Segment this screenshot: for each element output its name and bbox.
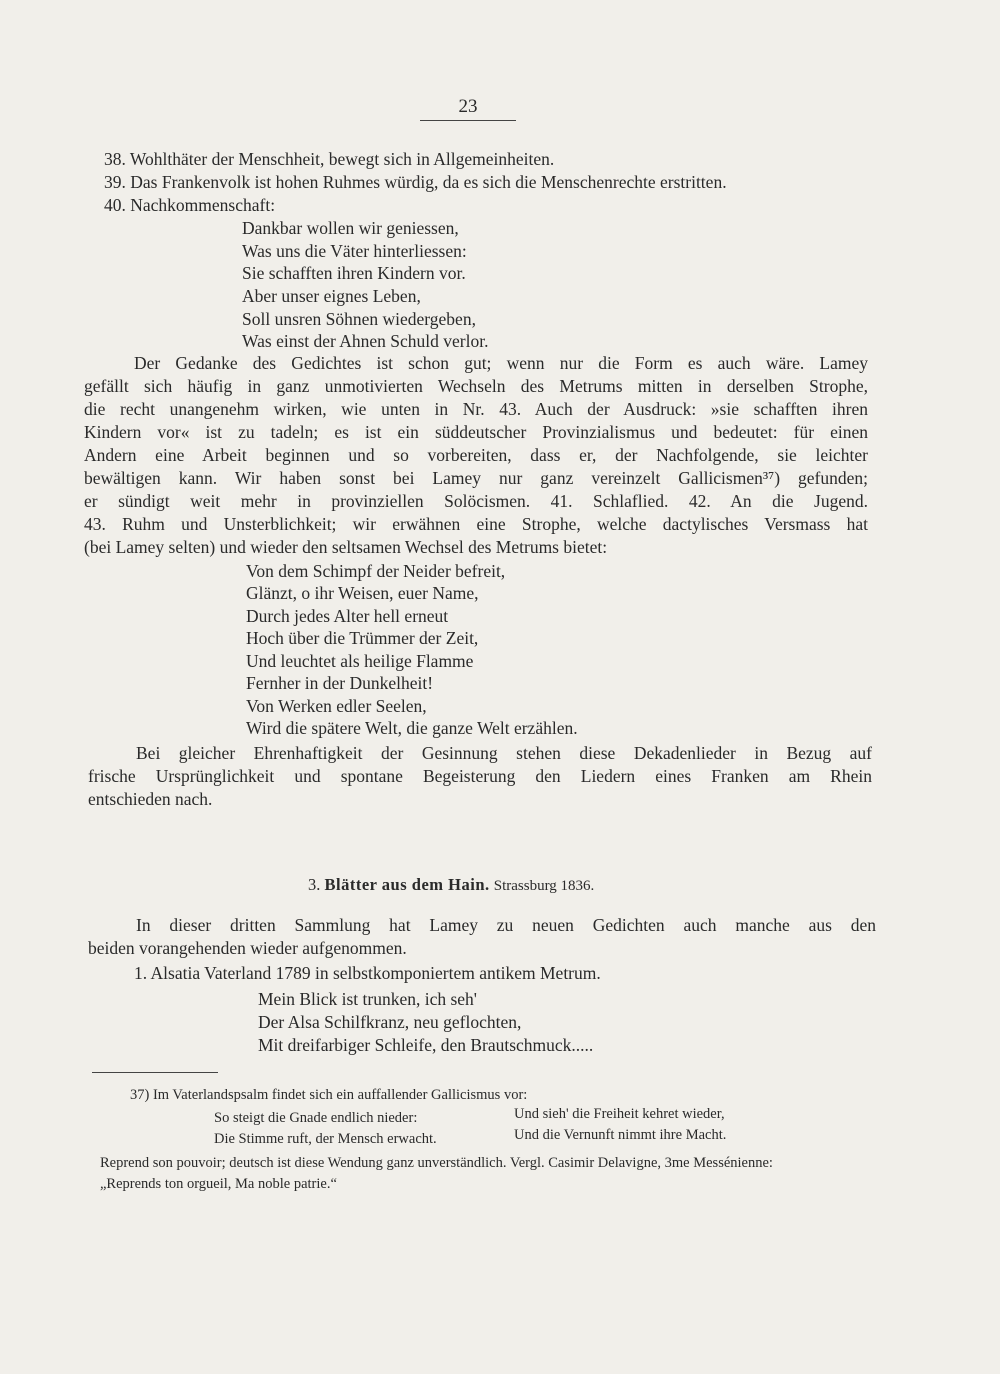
verse-line: Der Alsa Schilfkranz, neu geflochten, [258, 1012, 522, 1032]
section-number: 3. [308, 875, 321, 894]
verse-line: Was uns die Väter hinterliessen: [242, 241, 467, 261]
verse-line: Und leuchtet als heilige Flamme [246, 651, 474, 671]
verse-line: Aber unser eignes Leben, [242, 286, 421, 306]
paragraph-line: frische Ursprünglichkeit und spontane Begeisterung den Liedern eines Franken am Rhein [88, 766, 872, 786]
verse-line: Von dem Schimpf der Neider befreit, [246, 561, 506, 581]
list-item: 40. Nachkommenschaft: [104, 195, 276, 215]
footnote-intro: 37) Im Vaterlandspsalm findet sich ein auffallender Gallicismus vor: [130, 1087, 528, 1103]
verse-line: Hoch über die Trümmer der Zeit, [246, 628, 479, 648]
verse-line: Fernher in der Dunkelheit! [246, 673, 434, 693]
page-number: 23 [420, 96, 516, 121]
paragraph-line: Der Gedanke des Gedichtes ist schon gut; wenn nur die Form es auch wäre. Lamey [134, 353, 868, 373]
paragraph-line: bewältigen kann. Wir haben sonst bei Lamey nur ganz vereinzelt Gallicismen³⁷) gefunden; [84, 468, 868, 488]
footnote-verse: Und sieh' die Freiheit kehret wieder, [514, 1106, 725, 1122]
verse-line: Dankbar wollen wir geniessen, [242, 218, 459, 238]
paragraph-line: Bei gleicher Ehrenhaftigkeit der Gesinnung stehen diese Dekadenlieder in Bezug auf [136, 743, 872, 763]
section-title: Blätter aus dem Hain. [324, 875, 490, 894]
paragraph-line: beiden vorangehenden wieder aufgenommen. [88, 938, 407, 958]
verse-line: Durch jedes Alter hell erneut [246, 606, 449, 626]
paragraph-line: In dieser dritten Sammlung hat Lamey zu neuen Gedichten auch manche aus den [136, 915, 876, 935]
verse-line: Wird die spätere Welt, die ganze Welt erzählen. [246, 718, 578, 738]
list-item: 39. Das Frankenvolk ist hohen Ruhmes würdig, da es sich die Menschenrechte erstritten. [104, 172, 727, 192]
verse-line: Mein Blick ist trunken, ich seh' [258, 989, 477, 1009]
paragraph-line: 43. Ruhm und Unsterblichkeit; wir erwähnen eine Strophe, welche dactylisches Versmass hat [84, 514, 868, 534]
verse-line: Was einst der Ahnen Schuld verlor. [242, 331, 489, 351]
verse-line: Soll unsren Söhnen wiedergeben, [242, 309, 476, 329]
paragraph-line: (bei Lamey selten) und wieder den seltsamen Wechsel des Metrums bietet: [84, 537, 608, 557]
paragraph-line: die recht unangenehm wirken, wie unten in Nr. 43. Auch der Ausdruck: »sie schafften ihren [84, 399, 868, 419]
paragraph-line: gefällt sich häufig in ganz unmotivierten Wechseln des Metrums mitten in derselben Strophe, [84, 376, 868, 396]
section-heading [308, 874, 594, 897]
list-item: 1. Alsatia Vaterland 1789 in selbstkomponiertem antikem Metrum. [134, 963, 601, 983]
verse-line: Von Werken edler Seelen, [246, 696, 427, 716]
list-item: 38. Wohlthäter der Menschheit, bewegt sich in Allgemeinheiten. [104, 149, 555, 169]
paragraph-line: er sündigt weit mehr in provinziellen Solöcismen. 41. Schlaflied. 42. An die Jugend. [84, 491, 868, 511]
paragraph-line: Kindern vor« ist zu tadeln; es ist ein süddeutscher Provinzialismus und bedeutet: für einen [84, 422, 868, 442]
verse-line: Glänzt, o ihr Weisen, euer Name, [246, 583, 479, 603]
footnote-rule [92, 1072, 218, 1073]
footnote-verse: Und die Vernunft nimmt ihre Macht. [514, 1127, 727, 1143]
paragraph-line: Andern eine Arbeit beginnen und so vorbereiten, dass er, der Nachfolgende, sie leichter [84, 445, 868, 465]
footnote-verse: So steigt die Gnade endlich nieder: [214, 1110, 418, 1126]
footnote-verse: Die Stimme ruft, der Mensch erwacht. [214, 1131, 437, 1147]
paragraph-line: entschieden nach. [88, 789, 213, 809]
verse-line: Sie schafften ihren Kindern vor. [242, 263, 466, 283]
footnote-line: Reprend son pouvoir; deutsch ist diese Wendung ganz unverständlich. Vergl. Casimir Delavigne, 3me Messénienne: [100, 1155, 773, 1171]
section-place-date: Strassburg 1836. [493, 878, 595, 894]
verse-line: Mit dreifarbiger Schleife, den Brautschmuck..... [258, 1035, 594, 1055]
footnote-line: „Reprends ton orgueil, Ma noble patrie.“ [100, 1176, 337, 1192]
